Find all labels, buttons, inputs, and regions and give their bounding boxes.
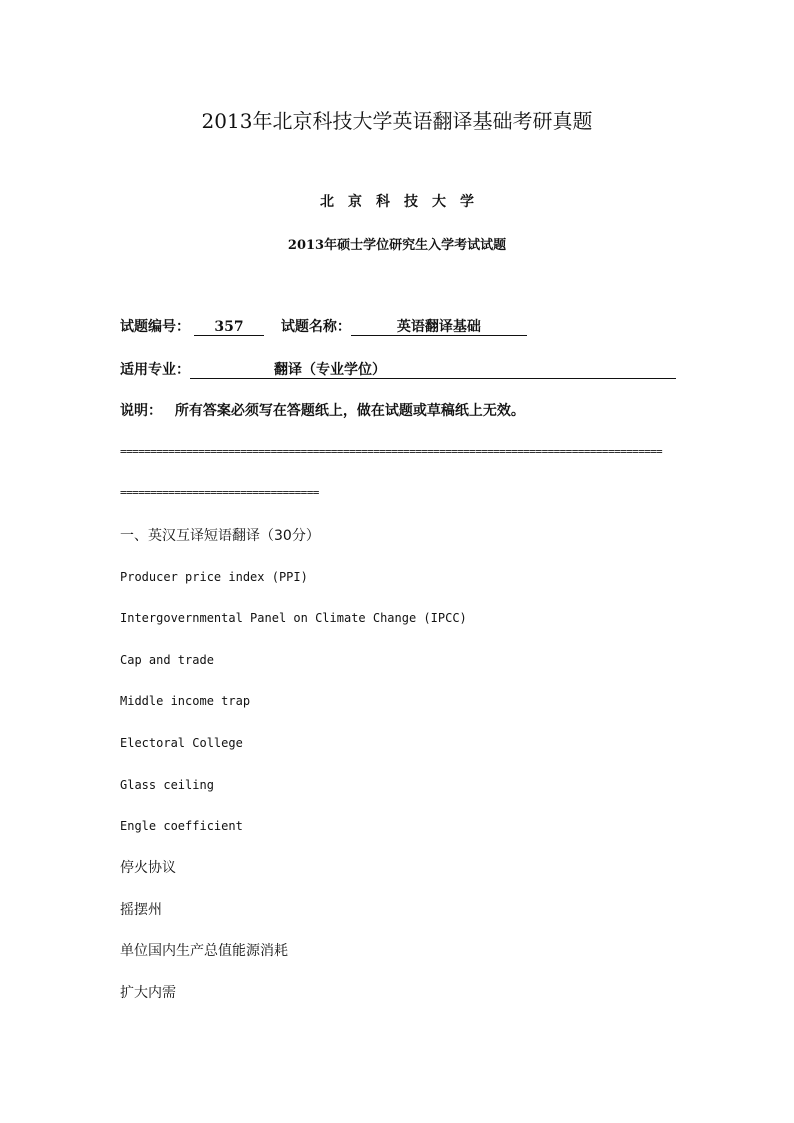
note-label: 说明： <box>120 403 162 419</box>
document-title: 2013年北京科技大学英语翻译基础考研真题 <box>201 109 593 133</box>
exam-title-label: 试题名称： <box>280 319 351 335</box>
list-item: Engle coefficient <box>120 819 243 833</box>
university-name: 北京科技大学 <box>320 194 488 210</box>
list-item: Glass ceiling <box>120 778 214 792</box>
major-row <box>120 359 676 379</box>
exam-title-value: 英语翻译基础 <box>351 319 527 336</box>
list-item: 扩大内需 <box>120 985 176 1001</box>
exam-code-row <box>120 316 527 336</box>
list-item: Electoral College <box>120 736 243 750</box>
list-item: 摇摆州 <box>120 902 162 918</box>
list-item: Middle income trap <box>120 694 251 708</box>
major-label: 适用专业： <box>120 362 190 378</box>
exam-code-value: 357 <box>194 319 264 336</box>
section-heading: 一、英汉互译短语翻译（30分） <box>120 528 320 544</box>
exam-code-label: 试题编号： <box>120 319 190 335</box>
list-item: 停火协议 <box>120 860 176 876</box>
major-value: 翻译（专业学位） <box>190 362 676 379</box>
separator-line-1: ========================================================================================== <box>120 445 663 458</box>
list-item: Intergovernmental Panel on Climate Change (IPCC) <box>120 611 467 625</box>
note-text: 所有答案必须写在答题纸上，做在试题或草稿纸上无效。 <box>174 403 525 419</box>
list-item: Cap and trade <box>120 653 214 667</box>
instructions-note <box>120 400 525 420</box>
list-item: 单位国内生产总值能源消耗 <box>120 943 288 959</box>
exam-name: 2013年硕士学位研究生入学考试试题 <box>287 238 507 253</box>
list-item: Producer price index (PPI) <box>120 570 308 584</box>
separator-line-2: ================================= <box>120 486 319 499</box>
